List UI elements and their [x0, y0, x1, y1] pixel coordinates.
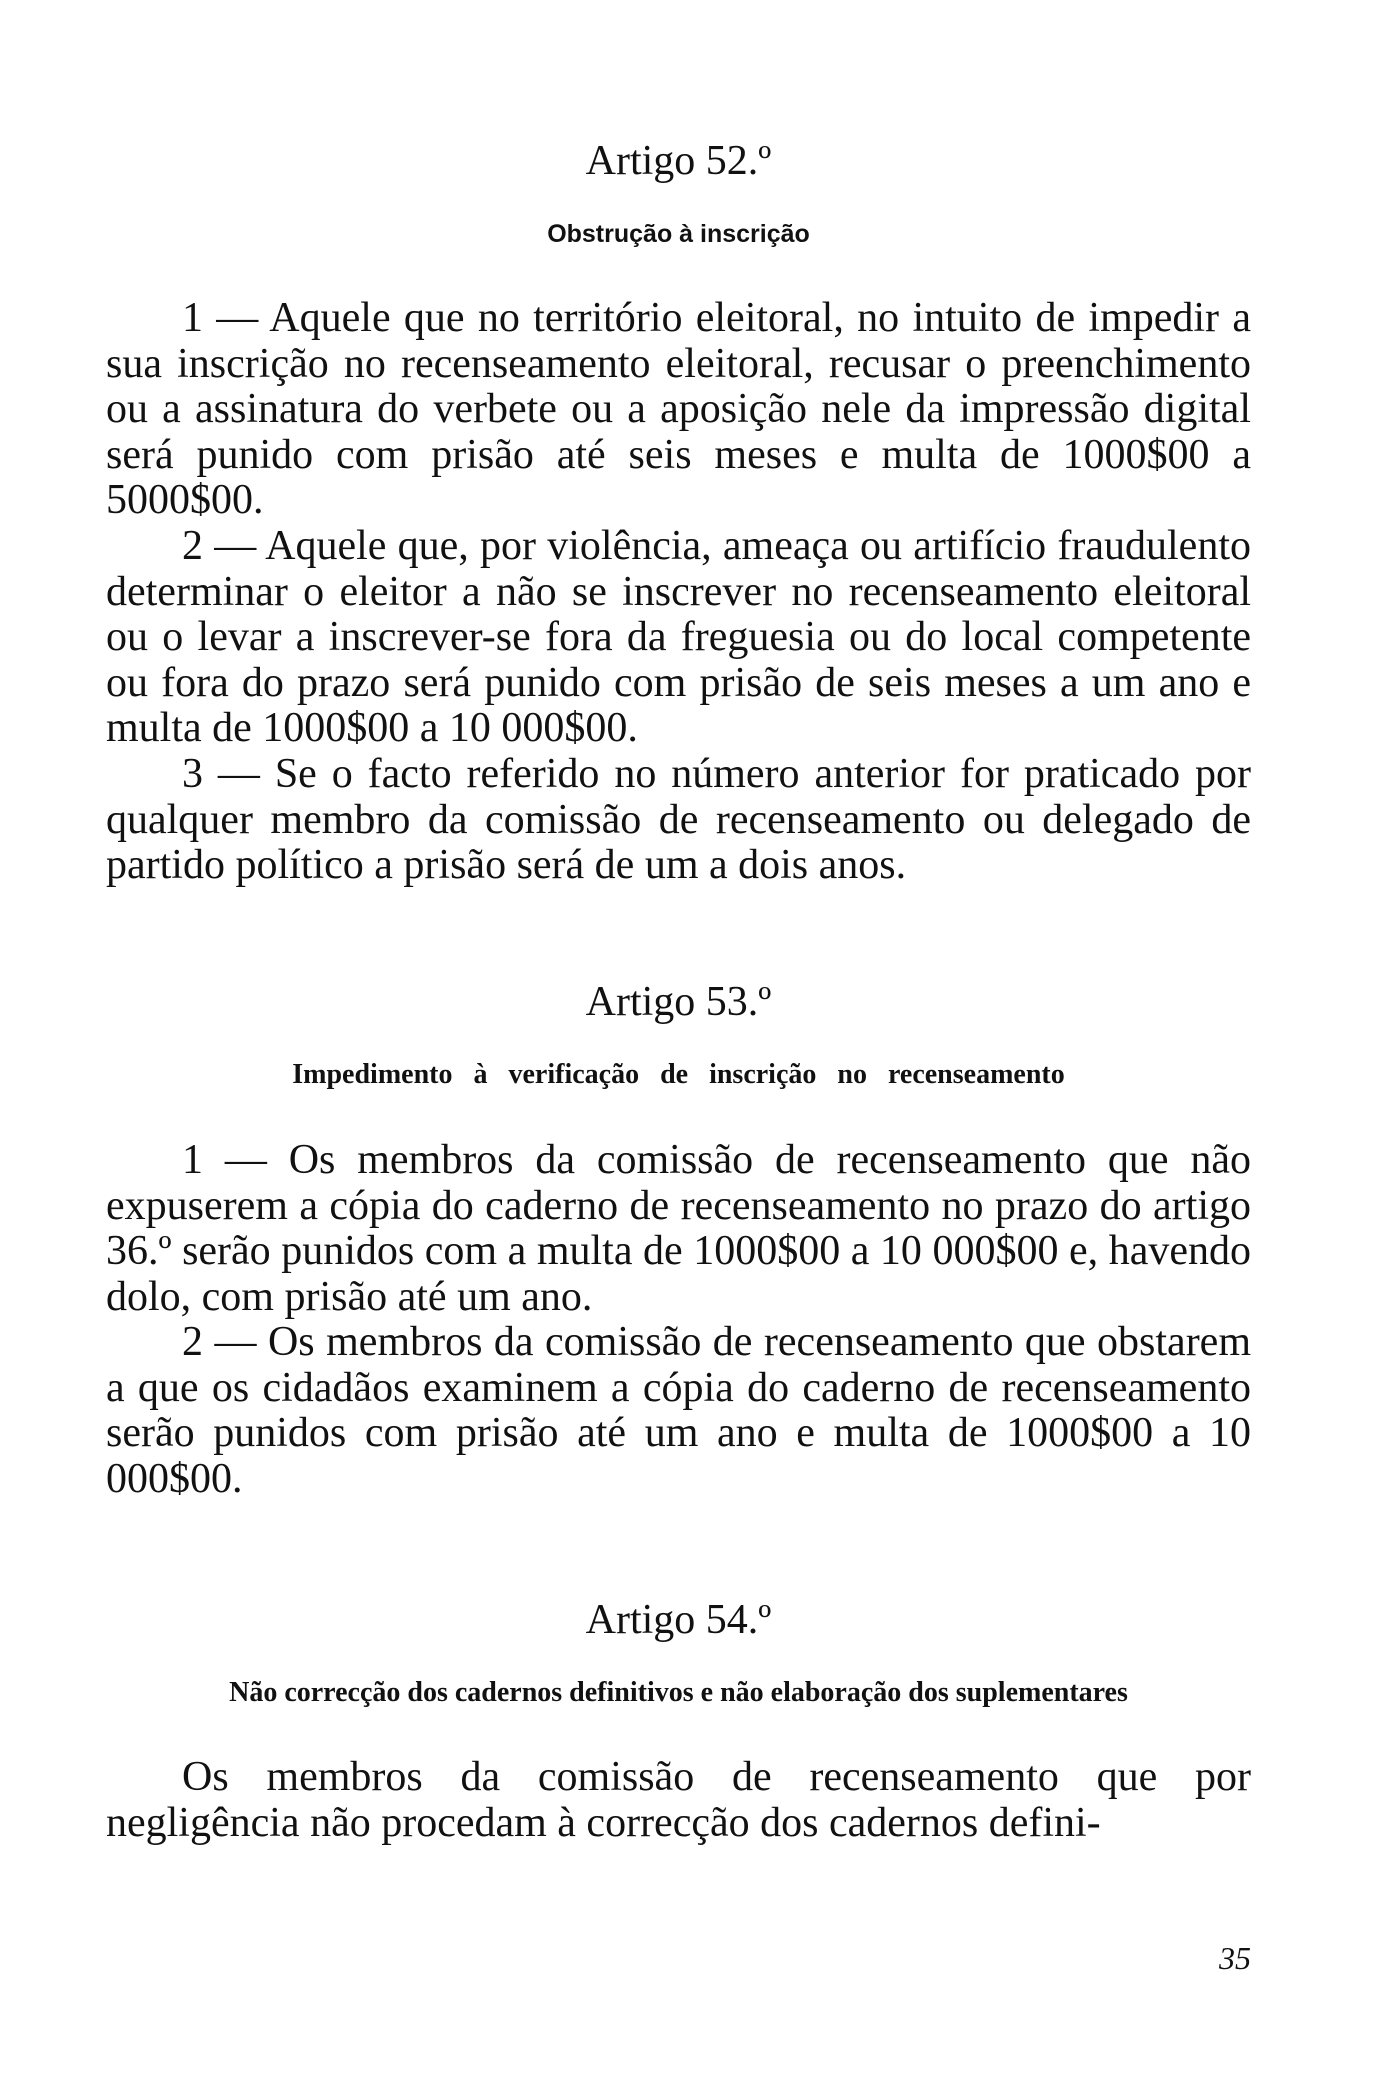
paragraph: 1 — Os membros da comissão de recenseamento que não expuserem a cópia do caderno de recenseamento no prazo do artigo 36.º serão punidos com a multa de 1000$00 a 10 000$00 e, havendo dolo, com prisão até um ano. [106, 1137, 1251, 1320]
article-title: Artigo 52.º [585, 138, 772, 184]
article-title: Artigo 54.º [585, 1597, 772, 1643]
paragraph: Os membros da comissão de recenseamento que por negligência não procedam à correcção dos cadernos defini- [106, 1754, 1251, 1846]
paragraph: 3 — Se o facto referido no número anterior for praticado por qualquer membro da comissão de recenseamento ou delegado de partido político a prisão será de um a dois anos. [106, 751, 1251, 888]
paragraph: 2 — Os membros da comissão de recenseamento que obstarem a que os cidadãos examinem a cópia do caderno de recenseamento serão punidos com prisão até um ano e multa de 1000$00 a 10 000$00. [106, 1319, 1251, 1502]
document-page [106, 0, 1251, 2096]
article-heading: Impedimento à verificação de inscrição no recenseamento [292, 1059, 1065, 1090]
page-number: 35 [1219, 1940, 1251, 1976]
paragraph: 2 — Aquele que, por violência, ameaça ou artifício fraudulento determinar o eleitor a não se inscrever no recenseamento eleitoral ou o levar a inscrever-se fora da freguesia ou do local competente ou fora do prazo será punido com prisão de seis meses a um ano e multa de 1000$00 a 10 000$00. [106, 523, 1251, 751]
paragraph: 1 — Aquele que no território eleitoral, no intuito de impedir a sua inscrição no recenseamento eleitoral, recusar o preenchimento ou a assinatura do verbete ou a aposição nele da impressão digital será punido com prisão até seis meses e multa de 1000$00 a 5000$00. [106, 295, 1251, 523]
article-title: Artigo 53.º [585, 979, 772, 1025]
article-heading: Obstrução à inscrição [547, 220, 810, 248]
article-heading: Não correcção dos cadernos definitivos e não elaboração dos suplementares [229, 1677, 1128, 1708]
